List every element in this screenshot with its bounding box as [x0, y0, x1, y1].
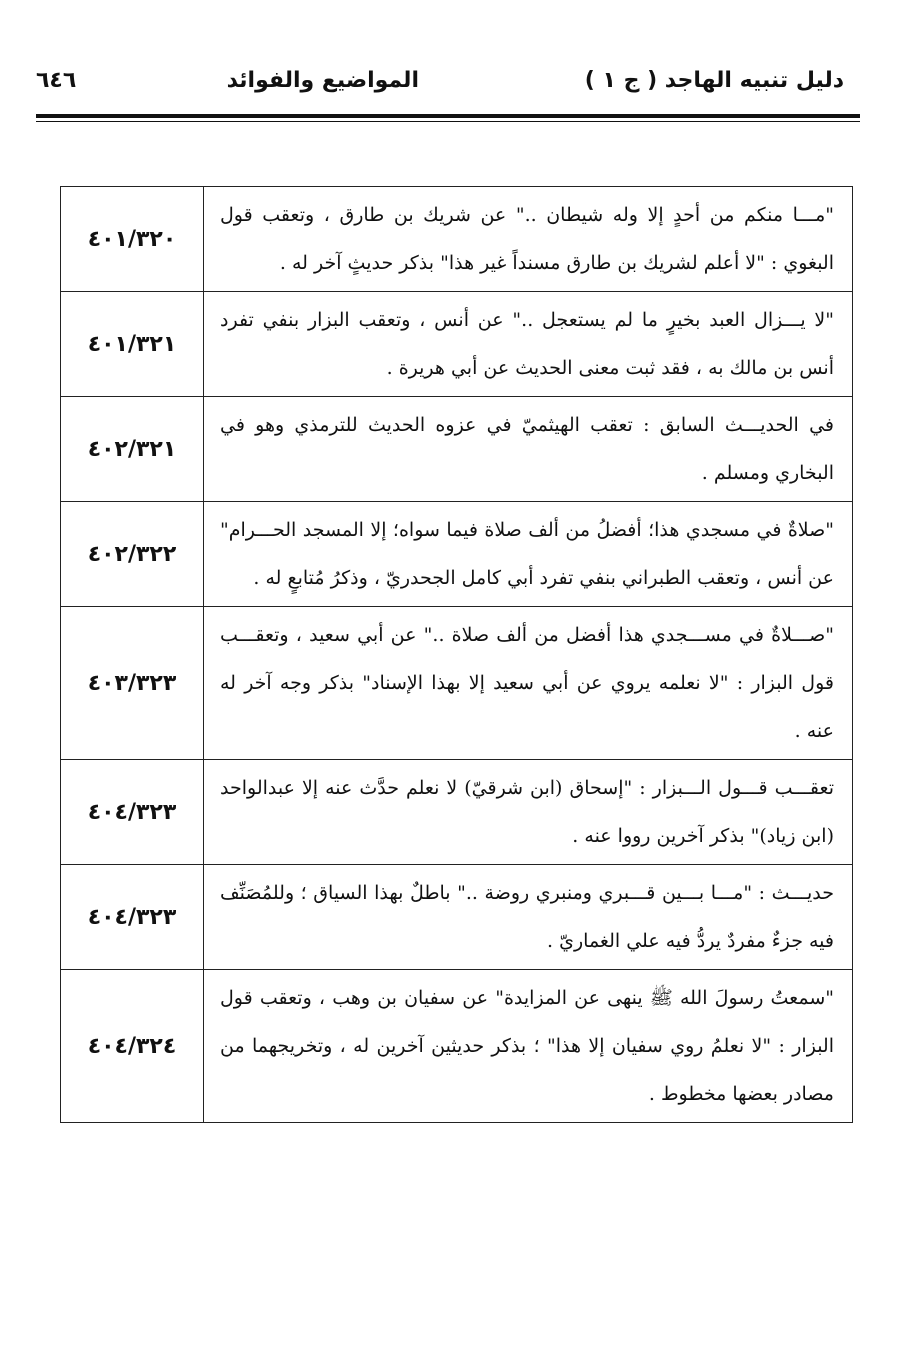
table-row: [61, 397, 853, 502]
entry-reference: ٤٠٣/٣٢٣: [61, 607, 204, 760]
entry-reference: ٤٠٢/٣٢٢: [61, 502, 204, 607]
entry-reference: ٤٠١/٣٢١: [61, 292, 204, 397]
table-row: [61, 970, 853, 1123]
table-row: [61, 502, 853, 607]
header-rule-thick: [36, 114, 860, 118]
table-row: [61, 292, 853, 397]
index-table: [60, 186, 853, 1123]
table-row: [61, 187, 853, 292]
table-row: [61, 760, 853, 865]
entry-reference: ٤٠١/٣٢٠: [61, 187, 204, 292]
table-row: [61, 865, 853, 970]
entry-text: حديـــث : "مـــا بـــين قـــبري ومنبري روضة .." باطلٌ بهذا السياق ؛ وللمُصَنِّف فيه جزءٌ مفردٌ يردُّ فيه علي الغماريّ .: [204, 865, 853, 970]
entry-reference: ٤٠٢/٣٢١: [61, 397, 204, 502]
entry-reference: ٤٠٤/٣٢٣: [61, 760, 204, 865]
book-title: دليل تنبيه الهاجد ( ج ١ ): [584, 68, 844, 93]
table-row: [61, 607, 853, 760]
page-number: ٦٤٦: [36, 68, 77, 93]
page-header: [36, 68, 844, 104]
entry-text: "مـــا منكم من أحدٍ إلا وله شيطان .." عن شريك بن طارق ، وتعقب قول البغوي : "لا أعلم لشريك بن طارق مسنداً غير هذا" بذكر حديثٍ آخر له .: [204, 187, 853, 292]
entry-text: "لا يـــزال العبد بخيرٍ ما لم يستعجل .." عن أنس ، وتعقب البزار بنفي تفرد أنس بن مالك به ، فقد ثبت معنى الحديث عن أبي هريرة .: [204, 292, 853, 397]
entry-text: تعقـــب قـــول الـــبزار : "إسحاق (ابن شرقيّ) لا نعلم حدَّث عنه إلا عبدالواحد (ابن زياد)" بذكر آخرين رووا عنه .: [204, 760, 853, 865]
header-rule-thin: [36, 121, 860, 122]
entry-text: في الحديـــث السابق : تعقب الهيثميّ في عزوه الحديث للترمذي وهو في البخاري ومسلم .: [204, 397, 853, 502]
entry-text: "سمعتُ رسولَ الله ﷺ ينهى عن المزايدة" عن سفيان بن وهب ، وتعقب قول البزار : "لا نعلمُ روي سفيان إلا هذا" ؛ بذكر حديثين آخرين له ، وتخريجهما من مصادر بعضها مخطوط .: [204, 970, 853, 1123]
entry-reference: ٤٠٤/٣٢٤: [61, 970, 204, 1123]
section-title: المواضيع والفوائد: [226, 68, 419, 93]
entry-reference: ٤٠٤/٣٢٣: [61, 865, 204, 970]
entry-text: "صـــلاةٌ في مســـجدي هذا أفضل من ألف صلاة .." عن أبي سعيد ، وتعقـــب قول البزار : "لا نعلمه يروي عن أبي سعيد إلا بهذا الإسناد" بذكر وجه آخر له عنه .: [204, 607, 853, 760]
entry-text: "صلاةٌ في مسجدي هذا؛ أفضلُ من ألف صلاة فيما سواه؛ إلا المسجد الحـــرام" عن أنس ، وتعقب الطبراني بنفي تفرد أبي كامل الجحدريّ ، وذكرُ مُتابعٍ له .: [204, 502, 853, 607]
